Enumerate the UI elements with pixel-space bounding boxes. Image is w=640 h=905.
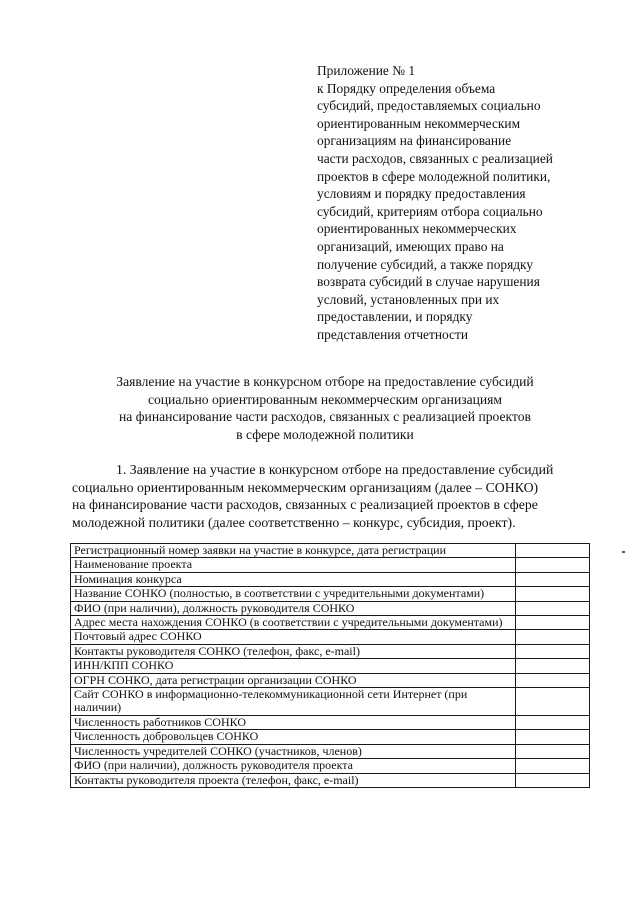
table-row — [71, 630, 590, 644]
appendix-line: ориентированных некоммерческих — [317, 221, 517, 237]
appendix-line: организаций, имеющих право на — [317, 238, 504, 254]
appendix-line: представления отчетности — [317, 326, 469, 342]
field-value-cell[interactable] — [516, 544, 590, 558]
title-line: в сфере молодежной политики — [236, 426, 414, 442]
paragraph-line: молодежной политики (далее соответственно – конкурс, субсидия, проект). — [72, 514, 516, 530]
paragraph-line: социально ориентированным некоммерческим организациям (далее – СОНКО) — [72, 479, 539, 495]
table-row — [71, 673, 590, 687]
title-line: социально ориентированным некоммерческим организациям — [147, 391, 503, 407]
field-value-cell[interactable] — [516, 730, 590, 744]
field-value-cell[interactable] — [516, 601, 590, 615]
application-form-table — [70, 543, 590, 788]
appendix-line: субсидий, предоставляемых социально — [317, 98, 541, 114]
field-label: Сайт СОНКО в информационно-телекоммуникационной сети Интернет (при наличии) — [71, 688, 516, 716]
field-value-cell[interactable] — [516, 773, 590, 787]
table-row — [71, 759, 590, 773]
field-label: Наименование проекта — [71, 558, 516, 572]
field-label: Название СОНКО (полностью, в соответствии с учредительными документами) — [71, 587, 516, 601]
appendix-line: Приложение № 1 — [317, 63, 416, 78]
appendix-line: проектов в сфере молодежной политики, — [317, 168, 551, 184]
field-label: Численность добровольцев СОНКО — [71, 730, 516, 744]
field-value-cell[interactable] — [516, 587, 590, 601]
document-title — [40, 373, 610, 443]
field-label: Почтовый адрес СОНКО — [71, 630, 516, 644]
appendix-line: условий, установленных при их — [317, 291, 500, 307]
table-row — [71, 644, 590, 658]
table-row — [71, 730, 590, 744]
table-row — [71, 616, 590, 630]
field-value-cell[interactable] — [516, 616, 590, 630]
appendix-line: получение субсидий, а также порядку — [317, 256, 534, 272]
appendix-heading — [317, 62, 617, 344]
field-value-cell[interactable] — [516, 659, 590, 673]
table-row — [71, 744, 590, 758]
paragraph-line: 1. Заявление на участие в конкурсном отборе на предоставление субсидий — [116, 462, 554, 477]
scan-speck — [622, 551, 625, 553]
appendix-line: предоставлении, и порядку — [317, 309, 473, 325]
field-value-cell[interactable] — [516, 744, 590, 758]
appendix-line: условиям и порядку предоставления — [317, 186, 526, 202]
appendix-line: организациям на финансирование — [317, 133, 512, 149]
field-label: Численность учредителей СОНКО (участников, членов) — [71, 744, 516, 758]
field-label: ОГРН СОНКО, дата регистрации организации СОНКО — [71, 673, 516, 687]
field-value-cell[interactable] — [516, 558, 590, 572]
appendix-line: к Порядку определения объема — [317, 80, 496, 96]
field-label: Численность работников СОНКО — [71, 715, 516, 729]
table-row — [71, 659, 590, 673]
field-value-cell[interactable] — [516, 673, 590, 687]
appendix-line: возврата субсидий в случае нарушения — [317, 274, 540, 290]
table-row — [71, 715, 590, 729]
field-value-cell[interactable] — [516, 630, 590, 644]
appendix-line: субсидий, критериям отбора социально — [317, 203, 543, 219]
field-value-cell[interactable] — [516, 572, 590, 586]
table-row — [71, 572, 590, 586]
title-line: Заявление на участие в конкурсном отборе на предоставление субсидий — [116, 374, 534, 389]
title-line: на финансирование части расходов, связанных с реализацией проектов — [119, 409, 531, 424]
field-label: Регистрационный номер заявки на участие в конкурсе, дата регистрации — [71, 544, 516, 558]
table-row — [71, 587, 590, 601]
field-value-cell[interactable] — [516, 688, 590, 716]
table-row — [71, 558, 590, 572]
paragraph-line: на финансирование части расходов, связанных с реализацией проектов в сфере — [72, 497, 538, 513]
appendix-line: ориентированным некоммерческим — [317, 115, 521, 131]
table-row — [71, 601, 590, 615]
table-row — [71, 688, 590, 716]
field-label: Контакты руководителя проекта (телефон, факс, e-mail) — [71, 773, 516, 787]
intro-paragraph — [72, 461, 602, 531]
field-label: ИНН/КПП СОНКО — [71, 659, 516, 673]
field-value-cell[interactable] — [516, 644, 590, 658]
field-label: Контакты руководителя СОНКО (телефон, факс, e-mail) — [71, 644, 516, 658]
field-label: Адрес места нахождения СОНКО (в соответствии с учредительными документами) — [71, 616, 516, 630]
field-label: ФИО (при наличии), должность руководителя СОНКО — [71, 601, 516, 615]
field-value-cell[interactable] — [516, 759, 590, 773]
field-label: ФИО (при наличии), должность руководителя проекта — [71, 759, 516, 773]
table-row — [71, 544, 590, 558]
field-label: Номинация конкурса — [71, 572, 516, 586]
field-value-cell[interactable] — [516, 715, 590, 729]
appendix-line: части расходов, связанных с реализацией — [317, 150, 553, 166]
table-row — [71, 773, 590, 787]
